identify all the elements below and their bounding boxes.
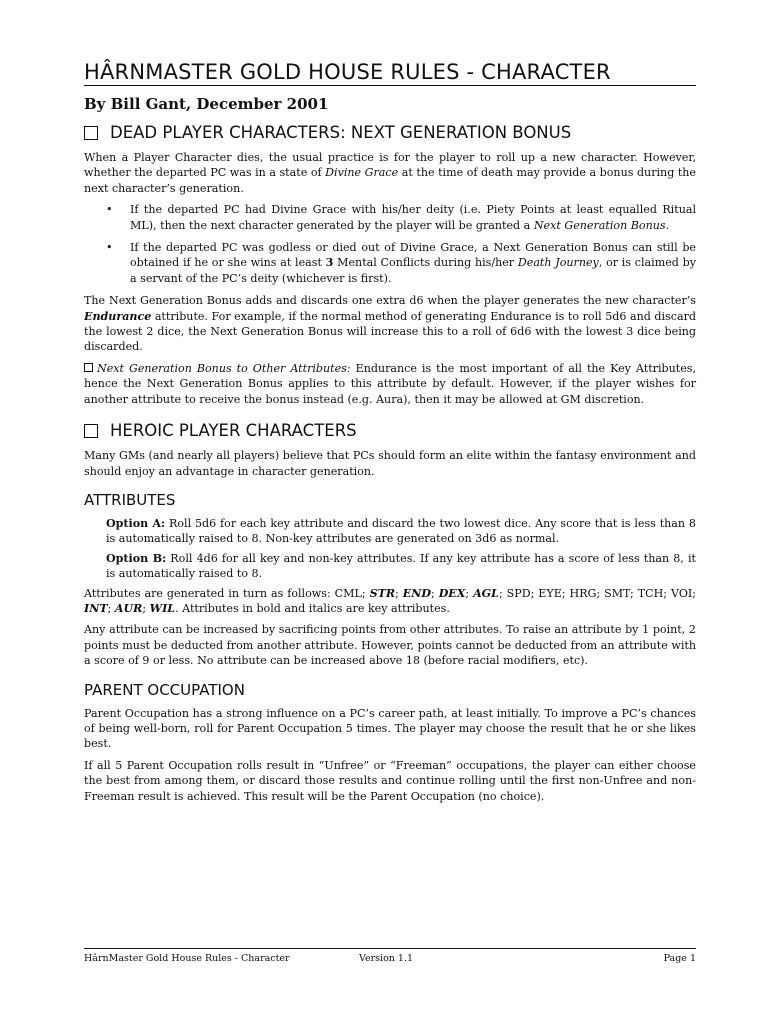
option-b: Option B: Roll 4d6 for all key and non-key attributes. If any key attribute has a score of less than 8, it is automatically raised to 8. <box>106 551 696 581</box>
paragraph-other-attributes: Next Generation Bonus to Other Attributes: Endurance is the most important of all the Key Attributes, hence the Next Generation Bonus applies to this attribute by default. However, if the player wishes for another attribute to receive the bonus instead (e.g. Aura), then it may be allowed at GM discretion. <box>84 361 696 406</box>
paragraph-attribute-order: Attributes are generated in turn as follows: CML; STR; END; DEX; AGL; SPD; EYE; HRG; SMT; TCH; VOI; INT; AUR; WIL. Attributes in bold and italics are key attributes. <box>84 586 697 615</box>
checkbox-icon <box>84 424 98 438</box>
option-a: Option A: Roll 5d6 for each key attribute and discard the two lowest dice. Any score that is less than 8 is automatically raised to 8. Non-key attributes are generated on 3d6 as normal. <box>106 516 696 546</box>
section-heading-text: HEROIC PLAYER CHARACTERS <box>110 421 357 441</box>
document-title: HÂRNMASTER GOLD HOUSE RULES - CHARACTER <box>84 60 696 86</box>
byline: By Bill Gant, December 2001 <box>84 95 329 113</box>
subheading-parent-occupation: PARENT OCCUPATION <box>84 680 245 699</box>
document-page <box>84 60 696 810</box>
list-item: • If the departed PC was godless or died out of Divine Grace, a Next Generation Bonus can still be obtained if he or she wins at least 3 Mental Conflicts during his/her Death Journey, or is claimed by a servant of the PC’s deity (whichever is first). <box>106 240 696 286</box>
subheading-attributes: ATTRIBUTES <box>84 490 176 509</box>
paragraph-parent-occupation-2: If all 5 Parent Occupation rolls result in “Unfree” or “Freeman” occupations, the player can either choose the best from among them, or discard those results and continue rolling until the first non-Unfree and non-Freeman result is achieved. This result will be the Parent Occupation (no choice). <box>84 758 696 803</box>
paragraph-attribute-increase: Any attribute can be increased by sacrificing points from other attributes. To raise an attribute by 1 point, 2 points must be deducted from another attribute. However, points cannot be deducted from an attribute with a score of 9 or less. No attribute can be increased above 18 (before racial modifiers, etc). <box>84 623 696 668</box>
list-item: • If the departed PC had Divine Grace with his/her deity (i.e. Piety Points at least equalled Ritual ML), then the next character generated by the player will be granted a Next Generation Bonus. <box>106 202 696 233</box>
footer-title: HârnMaster Gold House Rules - Character <box>84 953 290 964</box>
paragraph-endurance: The Next Generation Bonus adds and discards one extra d6 when the player generates the new character’s Endurance attribute. For example, if the normal method of generating Endurance is to roll 5d6 and discard the lowest 2 dice, the Next Generation Bonus will increase this to a roll of 6d6 with the lowest 3 dice being discarded. <box>84 294 696 354</box>
paragraph-heroic-intro: Many GMs (and nearly all players) believe that PCs should form an elite within the fantasy environment and should enjoy an advantage in character generation. <box>84 449 696 478</box>
paragraph-parent-occupation-1: Parent Occupation has a strong influence on a PC’s career path, at least initially. To improve a PC’s chances of being well-born, roll for Parent Occupation 5 times. The player may choose the result that he or she likes best. <box>84 706 696 751</box>
footer-page-number: Page 1 <box>663 953 696 964</box>
checkbox-icon <box>84 126 98 140</box>
section-heading-heroic <box>84 421 696 440</box>
section-heading-text: DEAD PLAYER CHARACTERS: NEXT GENERATION BONUS <box>110 123 572 142</box>
bonus-conditions-list <box>84 202 696 286</box>
footer-version: Version 1.1 <box>359 953 414 964</box>
page-footer <box>84 948 696 964</box>
paragraph-intro: When a Player Character dies, the usual practice is for the player to roll up a new character. However, whether the departed PC was in a state of Divine Grace at the time of death may provide a bonus during the next character’s generation. <box>84 151 696 195</box>
small-checkbox-icon <box>84 363 93 372</box>
section-heading-next-generation <box>84 123 696 142</box>
